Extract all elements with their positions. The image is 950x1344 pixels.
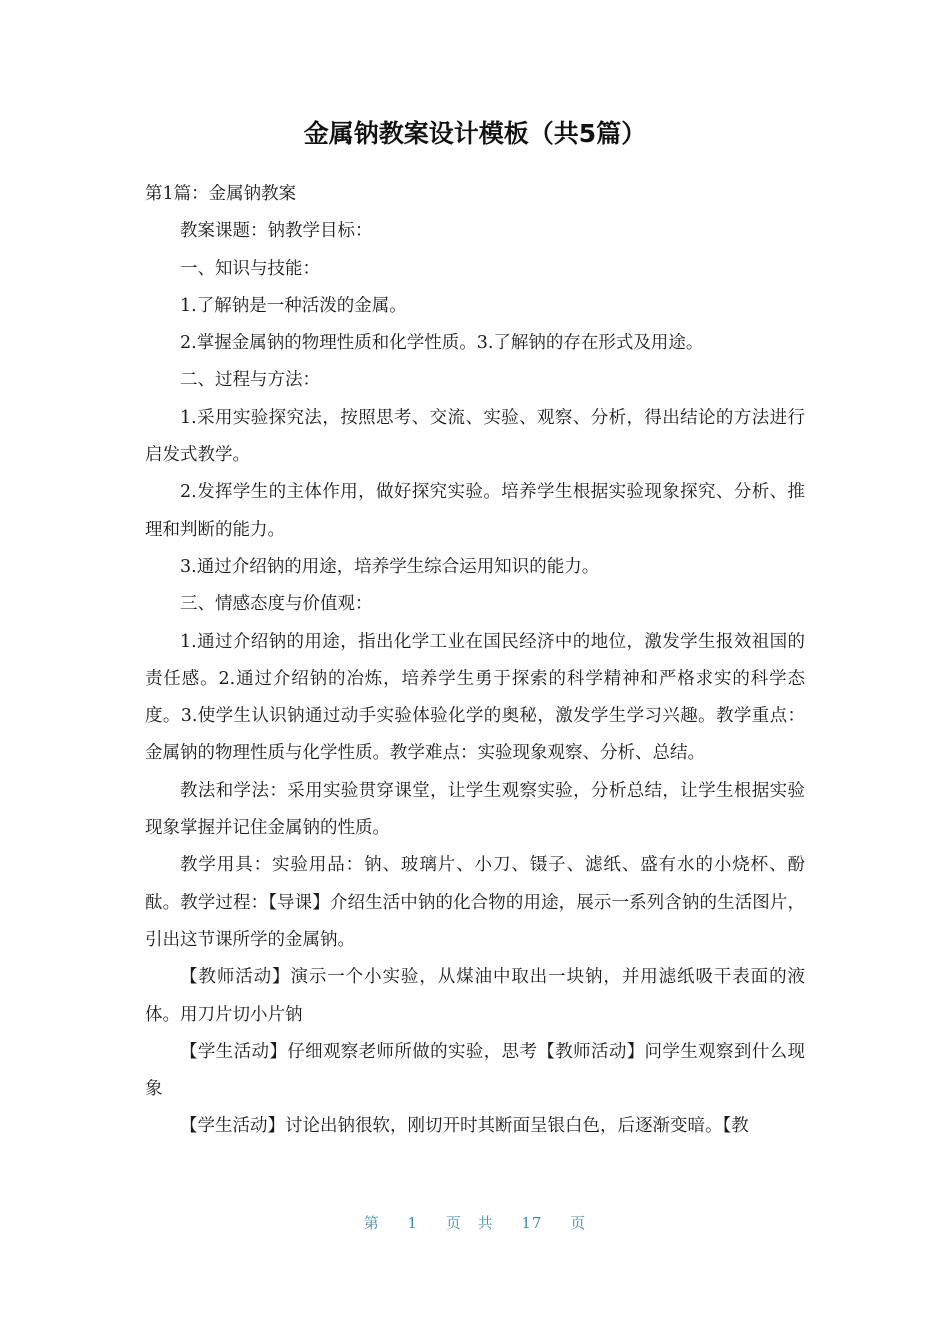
paragraph: 二、过程与方法： [180,370,320,391]
paragraph: 教法和学法：采用实验贯穿课堂，让学生观察实验，分析总结，让学生根据实验现象掌握并记住金属钠的性质。 [145,780,805,839]
paragraph: 1.通过介绍钠的用途，指出化学工业在国民经济中的地位，激发学生报效祖国的责任感。2.通过介绍钠的冶炼，培养学生勇于探索的科学精神和严格求实的科学态度。3.使学生认识钠通过动手实验体验化学的奥秘，激发学生学习兴趣。教学重点：金属钠的物理性质与化学性质。教学难点：实验现象观察、分析、总结。 [145,631,805,764]
footer-middle: 页 共 [445,1214,494,1232]
paragraph: 教案课题：钠教学目标： [180,221,373,242]
paragraph: 3.通过介绍钠的用途，培养学生综合运用知识的能力。 [180,556,600,577]
paragraph: 【教师活动】演示一个小实验，从煤油中取出一块钠，并用滤纸吸干表面的液体。用刀片切小片钠 [145,967,805,1025]
footer-page-number: 1 [407,1214,419,1232]
paragraph: 三、情感态度与价值观： [180,594,373,615]
footer-suffix: 页 [570,1214,587,1232]
paragraph: 1.采用实验探究法，按照思考、交流、实验、观察、分析，得出结论的方法进行启发式教学。 [145,407,805,466]
paragraph: 【学生活动】仔细观察老师所做的实验，思考【教师活动】问学生观察到什么现象 [145,1041,805,1100]
paragraph: 【学生活动】讨论出钠很软，刚切开时其断面呈银白色，后逐渐变暗。【教 [180,1116,749,1137]
paragraph: 1.了解钠是一种活泼的金属。 [180,295,407,316]
paragraph: 教学用具：实验用品：钠、玻璃片、小刀、镊子、滤纸、盛有水的小烧杯、酚酞。教学过程：【导课】介绍生活中钠的化合物的用途，展示一系列含钠的生活图片，引出这节课所学的金属钠。 [145,855,805,950]
paragraph: 2.掌握金属钠的物理性质和化学性质。3.了解钠的存在形式及用途。 [180,333,704,354]
paragraph: 一、知识与技能： [180,258,320,279]
footer-prefix: 第 [363,1214,380,1232]
section-heading: 第1篇：金属钠教案 [145,184,297,204]
page-footer [0,1212,950,1233]
document-title: 金属钠教案设计模板（共5篇） [303,119,647,148]
paragraph: 2.发挥学生的主体作用，做好探究实验。培养学生根据实验现象探究、分析、推理和判断的能力。 [145,482,805,540]
footer-total-pages: 17 [521,1214,543,1232]
document-body [145,176,805,1146]
